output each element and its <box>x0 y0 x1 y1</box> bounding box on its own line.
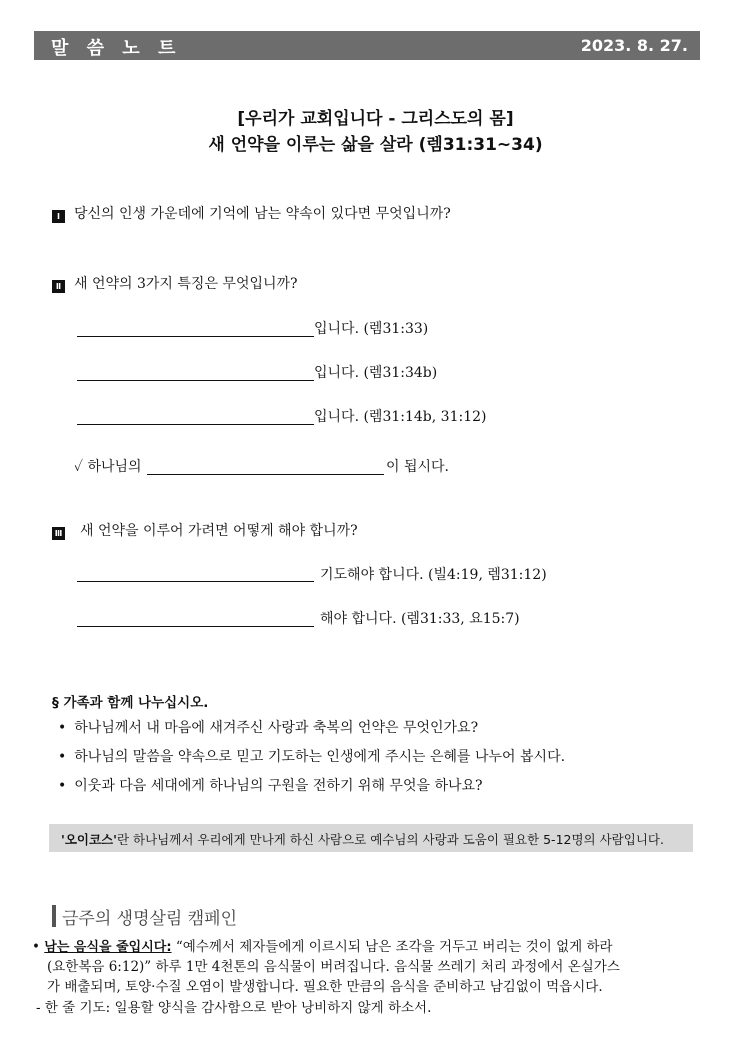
question-1-text: 당신의 인생 가운데에 기억에 남는 약속이 있다면 무엇입니까? <box>74 206 451 222</box>
answer-reference: 입니다. (렘31:14b, 31:12) <box>314 409 487 425</box>
answer-reference: 기도해야 합니다. (빌4:19, 렘31:12) <box>320 567 547 583</box>
discussion-item-text: 하나님께서 내 마음에 새겨주신 사랑과 축복의 언약은 무엇인가요? <box>74 720 479 736</box>
oikos-note-box <box>49 824 693 852</box>
answer-blank-line[interactable] <box>77 336 314 337</box>
answer-reference: 입니다. (렘31:34b) <box>314 365 438 381</box>
oikos-term: '오이코스' <box>61 832 117 847</box>
answer-blank-line[interactable] <box>77 626 314 627</box>
header-date: 2023. 8. 27. <box>580 36 688 55</box>
check-prefix: ✓ 하나님의 <box>74 459 142 475</box>
campaign-line: 가 배출되며, 토양·수질 오염이 발생합니다. 필요한 만큼의 음식을 준비하고 남김없이 먹읍시다. <box>47 979 603 995</box>
campaign-prayer: - 한 줄 기도: 일용할 양식을 감사함으로 받아 낭비하지 않게 하소서. <box>36 1000 432 1016</box>
sermon-title: 새 언약을 이루는 삶을 살라 (렘31:31~34) <box>208 135 543 155</box>
question-1 <box>52 203 451 223</box>
answer-reference: 입니다. (렘31:33) <box>314 321 429 337</box>
question-2-text: 새 언약의 3가지 특징은 무엇입니까? <box>74 276 298 292</box>
discussion-item-text: 이웃과 다음 세대에게 하나님의 구원을 전하기 위해 무엇을 하나요? <box>74 778 483 794</box>
answer-reference: 해야 합니다. (렘31:33, 요15:7) <box>320 611 520 627</box>
campaign-line: • 남는 음식을 줄입시다: “예수께서 제자들에게 이르시되 남은 조각을 거두고 버리는 것이 없게 하라 <box>32 939 613 955</box>
answer-blank-line[interactable] <box>77 581 314 582</box>
list-item: • 하나님께서 내 마음에 새겨주신 사랑과 축복의 언약은 무엇인가요? <box>58 720 479 736</box>
header-title: 말 씀 노 트 <box>51 38 182 59</box>
sermon-series-title: [우리가 교회입니다 - 그리스도의 몸] <box>237 109 514 129</box>
campaign-line: (요한복음 6:12)” 하루 1만 4천톤의 음식물이 버려집니다. 음식물 쓰레기 처리 과정에서 온실가스 <box>47 959 620 975</box>
header-bar <box>34 31 700 60</box>
question-2-number: Ⅱ <box>52 280 65 293</box>
question-3-number: Ⅲ <box>52 527 65 540</box>
question-3 <box>52 520 358 540</box>
question-2 <box>52 273 298 293</box>
campaign-accent-bar <box>52 905 56 927</box>
discussion-title: § 가족과 함께 나누십시오. <box>52 695 209 711</box>
oikos-text: 란 하나님께서 우리에게 만나게 하신 사람으로 예수님의 사랑과 도움이 필요한 5-12명의 사람입니다. <box>116 832 664 847</box>
list-item: • 하나님의 말씀을 약속으로 믿고 기도하는 인생에게 주시는 은혜를 나누어 봅시다. <box>58 749 566 765</box>
list-item: • 이웃과 다음 세대에게 하나님의 구원을 전하기 위해 무엇을 하나요? <box>58 778 483 794</box>
answer-blank-line[interactable] <box>77 424 314 425</box>
check-suffix: 이 됩시다. <box>386 459 449 475</box>
discussion-item-text: 하나님의 말씀을 약속으로 믿고 기도하는 인생에게 주시는 은혜를 나누어 봅시다. <box>74 749 566 765</box>
answer-blank-line[interactable] <box>77 380 314 381</box>
question-1-number: Ⅰ <box>52 210 65 223</box>
question-3-text: 새 언약을 이루어 가려면 어떻게 해야 합니까? <box>80 523 358 539</box>
answer-blank-line[interactable] <box>147 474 384 475</box>
campaign-title: 금주의 생명살림 캠페인 <box>62 909 238 929</box>
campaign-text: “예수께서 제자들에게 이르시되 남은 조각을 거두고 버리는 것이 없게 하라 <box>175 939 613 955</box>
campaign-heading: 남는 음식을 줄입시다: <box>44 940 172 955</box>
